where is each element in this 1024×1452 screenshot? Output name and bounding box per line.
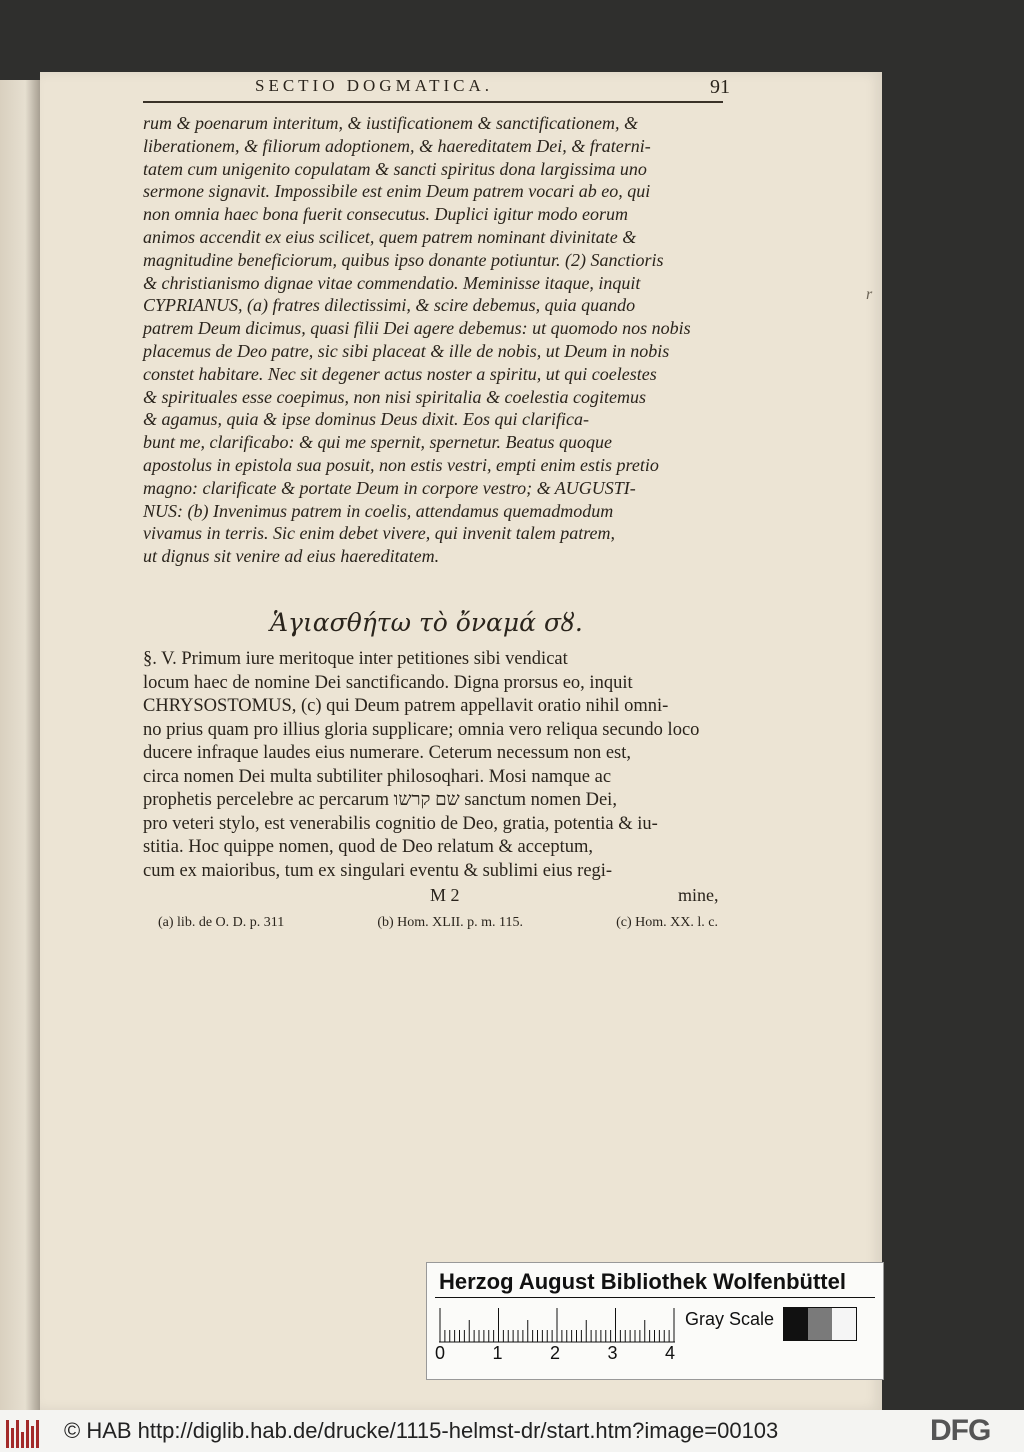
section-line: pro veteri stylo, est venerabilis cognitio de Deo, gratia, potentia & iu- — [143, 813, 658, 834]
section-line: CHRYSOSTOMUS, (c) qui Deum patrem appellavit oratio nihil omni- — [143, 696, 669, 716]
body-line: bunt me, clarificabo: & qui me spernit, spernetur. Beatus quoque — [143, 432, 612, 453]
gray-scale-swatches — [783, 1307, 857, 1341]
section-line: prophetis percelebre ac percarum שם קרשו sanctum nomen Dei, — [143, 790, 617, 810]
body-line: placemus de Deo patre, sic sibi placeat & ille de nobis, ut Deum in nobis — [143, 340, 670, 361]
hab-logo-icon[interactable] — [6, 1414, 42, 1448]
footer-url-link[interactable]: © HAB http://diglib.hab.de/drucke/1115-helmst-dr/start.htm?image=00103 — [64, 1418, 779, 1443]
head-rule — [143, 101, 723, 103]
catchword: mine, — [678, 885, 719, 905]
section-line: ducere infraque laudes eius numerare. Ceterum necessum non est, — [143, 743, 632, 763]
body-text — [143, 112, 723, 568]
footnote-a: (a) lib. de O. D. p. 311 — [158, 915, 285, 930]
body-line: magno: clarificate & portate Deum in corpore vestro; & AUGUSTI- — [143, 477, 636, 498]
body-line: tatem cum unigenito copulatam & sancti spiritus dona largissima uno — [143, 158, 647, 179]
previous-page-edge — [0, 80, 42, 1410]
body-line: CYPRIANUS, (a) fratres dilectissimi, & scire debemus, quia quando — [143, 295, 636, 316]
running-head-title: SECTIO DOGMATICA. — [255, 76, 493, 95]
gray-swatch-mid — [808, 1308, 832, 1340]
ruler-number: 3 — [607, 1343, 618, 1363]
ruler-scale-icon — [439, 1307, 675, 1343]
body-line: non omnia haec bona fuerit consecutus. Duplici igitur modo eorum — [143, 204, 628, 225]
page-number: 91 — [710, 76, 730, 98]
margin-mark: r — [866, 286, 873, 303]
section-line: stitia. Hoc quippe nomen, quod de Deo relatum & acceptum, — [143, 837, 594, 857]
signature-mark: M 2 — [430, 885, 460, 905]
body-line: constet habitare. Nec sit degener actus noster a spiritu, ut qui coelestes — [143, 363, 657, 384]
section-line: locum haec de nomine Dei sanctificando. Digna prorsus eo, inquit — [143, 672, 633, 693]
section-line: no prius quam pro illius gloria supplicare; omnia vero reliqua secundo loco — [143, 719, 700, 740]
body-line: & christianismo dignae vitae commendatio. Meminisse itaque, inquit — [143, 272, 641, 293]
calibration-divider — [435, 1297, 875, 1298]
ruler-number: 2 — [549, 1343, 560, 1363]
body-line: rum & poenarum interitum, & iustificationem & sanctificationem, & — [143, 113, 638, 133]
dfg-logo: DFG — [930, 1414, 991, 1447]
running-head — [255, 76, 730, 99]
gray-scale-label: Gray Scale — [685, 1309, 775, 1329]
section-text — [143, 648, 723, 883]
section-line: circa nomen Dei multa subtiliter philosoqhari. Mosi namque ac — [143, 766, 612, 787]
ruler-numbers — [435, 1343, 675, 1364]
body-line: magnitudine beneficiorum, quibus ipso donante potiuntur. (2) Sanctioris — [143, 249, 664, 270]
body-line: patrem Deum dicimus, quasi filii Dei agere debemus: ut quomodo nos nobis — [143, 318, 691, 339]
gray-swatch-dark — [784, 1308, 808, 1340]
footnote-c: (c) Hom. XX. l. c. — [616, 915, 718, 930]
body-line: & spirituales esse coepimus, non nisi spiritalia & coelestia cogitemus — [143, 386, 646, 407]
body-line: sermone signavit. Impossibile est enim Deum patrem vocari ab eo, qui — [143, 181, 651, 202]
section-line: §. V. Primum iure meritoque inter petitiones sibi vendicat — [143, 649, 568, 669]
ruler-number: 4 — [664, 1343, 675, 1363]
calibration-title: Herzog August Bibliothek Wolfenbüttel — [439, 1269, 846, 1294]
body-line: NUS: (b) Invenimus patrem in coelis, attendamus quemadmodum — [143, 500, 614, 521]
greek-heading: Ἁγιασθήτω τὸ ὄναμά σȣ. — [270, 608, 583, 637]
footnotes — [158, 915, 718, 931]
footnote-b: (b) Hom. XLII. p. m. 115. — [377, 915, 524, 930]
body-line: liberationem, & filiorum adoptionem, & haereditatem Dei, & fraterni- — [143, 135, 651, 156]
gray-swatch-light — [832, 1308, 856, 1340]
section-line: cum ex maioribus, tum ex singulari eventu & sublimi eius regi- — [143, 860, 613, 881]
body-line: & agamus, quia & ipse dominus Deus dixit. Eos qui clarifica- — [143, 409, 589, 430]
ruler-number: 1 — [492, 1343, 503, 1363]
body-line: ut dignus sit venire ad eius haereditatem. — [143, 546, 440, 567]
body-line: apostolus in epistola sua posuit, non estis vestri, empti enim estis pretio — [143, 454, 659, 475]
calibration-card — [426, 1262, 884, 1380]
ruler-number: 0 — [435, 1343, 446, 1363]
body-line: vivamus in terris. Sic enim debet vivere, qui invenit talem patrem, — [143, 523, 616, 544]
body-line: animos accendit ex eius scilicet, quem patrem nominant divinitate & — [143, 226, 637, 247]
